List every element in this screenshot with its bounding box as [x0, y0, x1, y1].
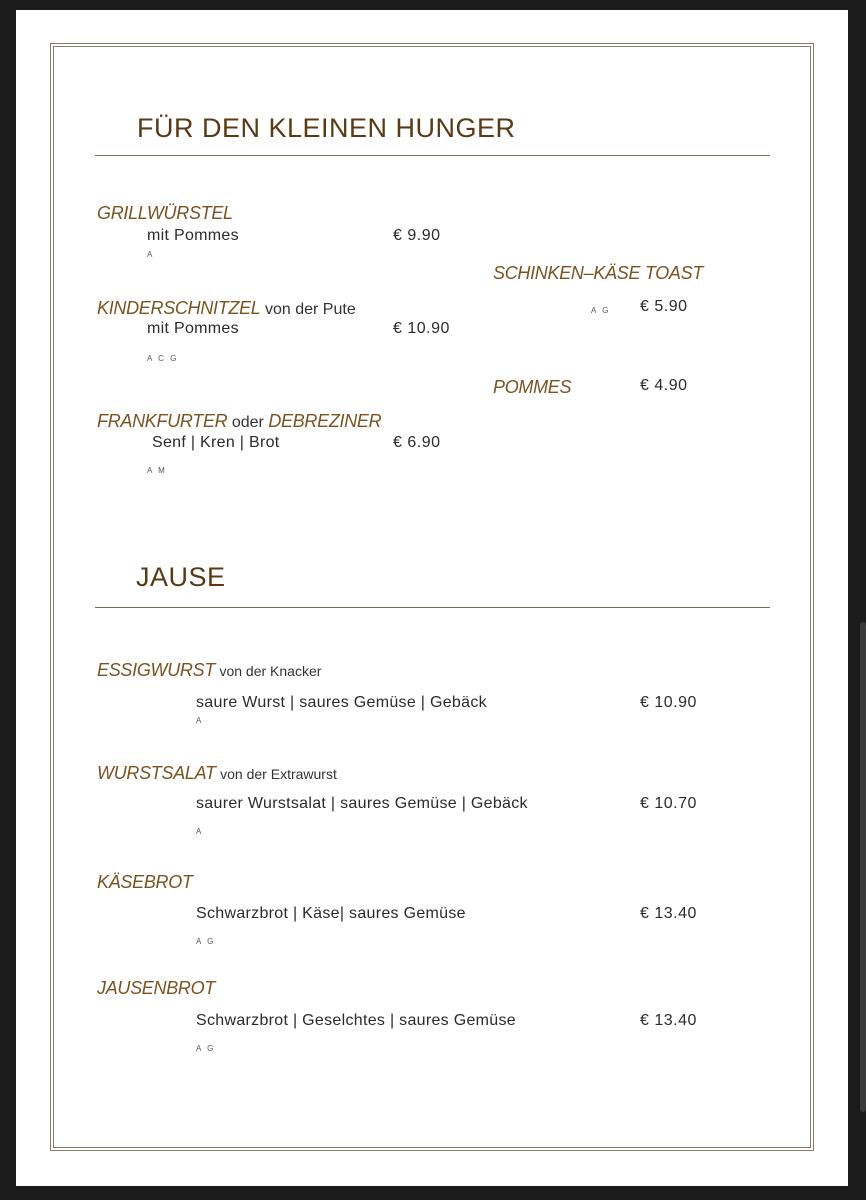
item-name-schinken-kaese-toast: SCHINKEN–KÄSE TOAST	[493, 263, 704, 283]
item-allergens: A G	[591, 306, 611, 315]
item-desc: saurer Wurstsalat | saures Gemüse | Gebäck	[196, 795, 528, 812]
item-title-wurstsalat	[97, 763, 337, 784]
item-title-essigwurst	[97, 660, 321, 681]
menu-page	[16, 10, 848, 1186]
item-name-wurstsalat: WURSTSALAT	[97, 763, 216, 783]
item-name-jausenbrot: JAUSENBROT	[97, 978, 216, 998]
item-desc: Schwarzbrot | Käse| saures Gemüse	[196, 905, 466, 922]
item-price: € 9.90	[393, 227, 441, 244]
item-price: € 10.70	[640, 795, 697, 812]
item-allergens: A M	[147, 466, 167, 475]
item-allergens: A	[196, 716, 204, 725]
item-desc: saure Wurst | saures Gemüse | Gebäck	[196, 694, 487, 711]
item-name-frankfurter: FRANKFURTER	[97, 411, 228, 431]
item-price: € 13.40	[640, 905, 697, 922]
item-name-essigwurst: ESSIGWURST	[97, 660, 216, 680]
item-price: € 10.90	[393, 320, 450, 337]
item-price: € 5.90	[640, 298, 688, 315]
item-allergens: A G	[196, 1044, 216, 1053]
item-allergens: A	[196, 827, 204, 836]
section-title-kleinen-hunger: FÜR DEN KLEINEN HUNGER	[137, 113, 516, 143]
item-desc: Schwarzbrot | Geselchtes | saures Gemüse	[196, 1012, 516, 1029]
section-title-jause: JAUSE	[136, 562, 226, 592]
item-connector: oder	[231, 414, 264, 431]
item-suffix: von der Knacker	[219, 663, 322, 679]
item-price: € 4.90	[640, 377, 688, 394]
item-price: € 6.90	[393, 434, 441, 451]
item-allergens: A C G	[147, 354, 179, 363]
item-suffix: von der Extrawurst	[220, 766, 337, 782]
item-name-pommes: POMMES	[493, 377, 572, 397]
section-divider	[95, 155, 770, 156]
item-name-grillwuerstel: GRILLWÜRSTEL	[97, 203, 233, 223]
item-name-debreziner: DEBREZINER	[268, 411, 382, 431]
item-desc: mit Pommes	[147, 320, 239, 337]
item-name-kinderschnitzel: KINDERSCHNITZEL	[97, 298, 261, 318]
section-divider	[95, 607, 770, 608]
item-desc: Senf | Kren | Brot	[152, 434, 280, 451]
item-suffix: von der Pute	[264, 301, 356, 318]
item-title-frankfurter	[97, 411, 381, 432]
item-price: € 10.90	[640, 694, 697, 711]
item-allergens: A G	[196, 937, 216, 946]
item-desc: mit Pommes	[147, 227, 239, 244]
item-name-kaesebrot: KÄSEBROT	[97, 872, 193, 892]
item-title-kinderschnitzel	[97, 298, 356, 319]
item-allergens: A	[147, 250, 155, 259]
item-price: € 13.40	[640, 1012, 697, 1029]
vertical-scrollbar[interactable]	[860, 622, 866, 1112]
